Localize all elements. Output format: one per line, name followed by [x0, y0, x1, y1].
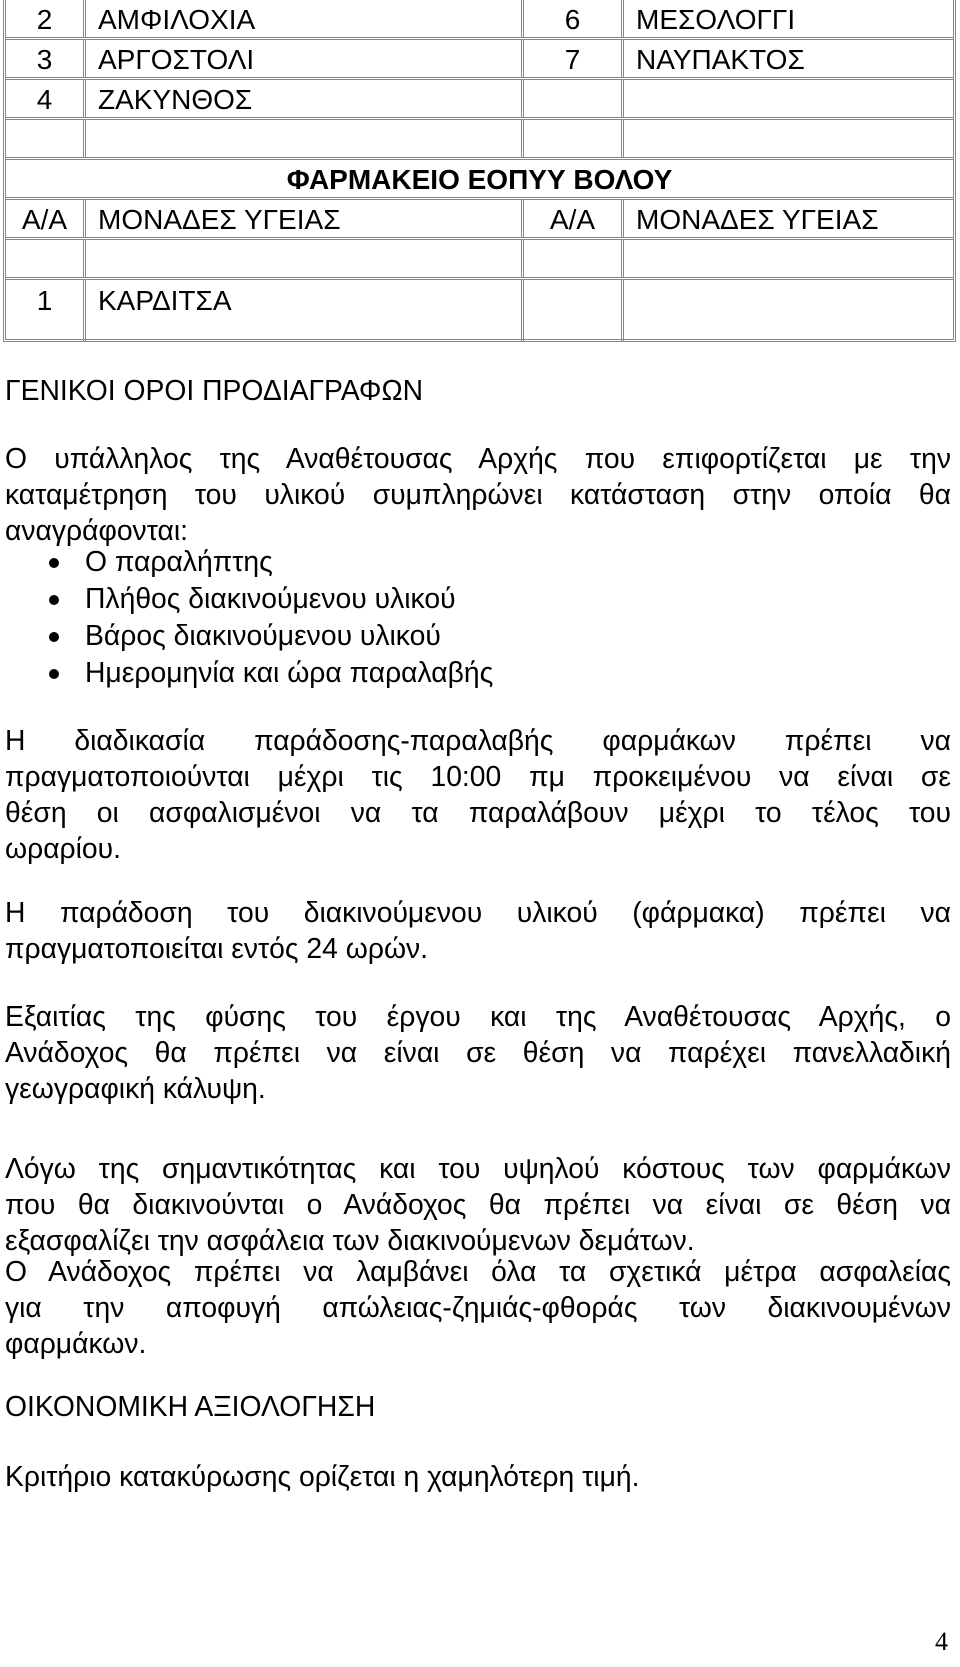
unit-cell: ΝΑΥΠΑΚΤΟΣ [636, 44, 805, 75]
unit-cell: ΜΕΣΟΛΟΓΓΙ [636, 4, 796, 35]
pharmacy-title: ΦΑΡΜΑΚΕΙΟ ΕΟΠΥΥ ΒΟΛΟΥ [286, 164, 673, 195]
aa-cell: 1 [6, 280, 86, 342]
intro-paragraph [5, 440, 951, 548]
aa-cell [524, 280, 624, 342]
text-line: Ανάδοχος θα πρέπει να είναι σε θέση να παρέχει πανελλαδική [5, 1036, 951, 1068]
unit-cell [86, 240, 524, 277]
text-line: πραγματοποιείται εντός 24 ωρών. [5, 932, 429, 964]
table-header-row [6, 200, 953, 240]
text-line: φαρμάκων. [5, 1327, 147, 1359]
text-line: Η διαδικασία παράδοσης-παραλαβής φαρμάκων πρέπει να [5, 724, 951, 756]
aa-cell [6, 240, 86, 277]
aa-cell: 6 [524, 0, 624, 37]
text-line: καταμέτρηση του υλικού συμπληρώνει κατάσταση στην οποία θα [5, 478, 951, 510]
health-units-table [3, 0, 956, 342]
text-line: Ο υπάλληλος της Αναθέτουσας Αρχής που επιφορτίζεται με την [5, 442, 951, 474]
aa-cell: 7 [524, 40, 624, 77]
table-row [6, 40, 953, 80]
list-item-text: Πλήθος διακινούμενου υλικού [85, 582, 456, 614]
delivery-24h-paragraph [5, 894, 951, 966]
text-line: Λόγω της σημαντικότητας και του υψηλού κόστους των φαρμάκων [5, 1152, 951, 1184]
table-row [6, 120, 953, 160]
unit-cell [86, 120, 524, 157]
table-row [6, 80, 953, 120]
unit-cell [624, 120, 953, 157]
text-line: Ο Ανάδοχος πρέπει να λαμβάνει όλα τα σχετικά μέτρα ασφαλείας [5, 1255, 951, 1287]
aa-header: Α/Α [524, 200, 624, 237]
safety-measures-paragraph [5, 1253, 951, 1361]
unit-cell [624, 280, 953, 342]
security-paragraph [5, 1150, 951, 1258]
text-line: για την αποφυγή απώλειας-ζημιάς-φθοράς των διακινουμένων [5, 1291, 951, 1323]
bullet-icon [49, 558, 59, 568]
unit-cell [624, 80, 953, 117]
list-item-text: Ο παραλήπτης [85, 545, 273, 577]
text-line: γεωγραφική κάλυψη. [5, 1072, 266, 1104]
table-row [6, 240, 953, 280]
aa-cell: 3 [6, 40, 86, 77]
unit-cell: ΑΜΦΙΛΟΧΙΑ [86, 0, 524, 37]
unit-cell: ΚΑΡΔΙΤΣΑ [86, 280, 524, 342]
coverage-paragraph [5, 998, 951, 1106]
aa-cell: 4 [6, 80, 86, 117]
bullet-list [5, 543, 493, 691]
aa-cell: 2 [6, 0, 86, 37]
list-item [5, 654, 493, 691]
text-line: αναγράφονται: [5, 514, 188, 546]
unit-cell: ΖΑΚΥΝΘΟΣ [86, 80, 524, 117]
list-item-text: Ημερομηνία και ώρα παραλαβής [85, 656, 494, 688]
bullet-icon [49, 632, 59, 642]
text-line: Εξαιτίας της φύσης του έργου και της Αναθέτουσας Αρχής, ο [5, 1000, 951, 1032]
unit-cell: ΑΡΓΟΣΤΟΛΙ [86, 40, 524, 77]
table-row [6, 0, 953, 40]
list-item-text: Βάρος διακινούμενου υλικού [85, 619, 441, 651]
bullet-icon [49, 669, 59, 679]
text-line: ωραρίου. [5, 832, 122, 864]
bullet-icon [49, 595, 59, 605]
page-number: 4 [935, 1627, 948, 1656]
text-line: εξασφαλίζει την ασφάλεια των διακινούμενων δεμάτων. [5, 1224, 695, 1256]
text-line: πραγματοποιούνται μέχρι τις 10:00 πμ προκειμένου να είναι σε [5, 760, 951, 792]
units-header: ΜΟΝΑΔΕΣ ΥΓΕΙΑΣ [636, 204, 879, 235]
unit-cell [624, 240, 953, 277]
aa-header: Α/Α [6, 200, 86, 237]
list-item [5, 580, 493, 617]
award-criterion-text: Κριτήριο κατακύρωσης ορίζεται η χαμηλότερη τιμή. [5, 1460, 640, 1492]
list-item [5, 617, 493, 654]
delivery-deadline-paragraph [5, 722, 951, 866]
list-item [5, 543, 493, 580]
text-line: Η παράδοση του διακινούμενου υλικού (φάρμακα) πρέπει να [5, 896, 951, 928]
text-line: θέση οι ασφαλισμένοι να τα παραλάβουν μέχρι το τέλος του [5, 796, 951, 828]
text-line: που θα διακινούνται ο Ανάδοχος θα πρέπει να είναι σε θέση να [5, 1188, 951, 1220]
financial-evaluation-heading: ΟΙΚΟΝΟΜΙΚΗ ΑΞΙΟΛΟΓΗΣΗ [5, 1390, 376, 1422]
aa-cell [6, 120, 86, 157]
general-terms-heading: ΓΕΝΙΚΟΙ ΟΡΟΙ ΠΡΟΔΙΑΓΡΑΦΩΝ [5, 374, 424, 406]
aa-cell [524, 240, 624, 277]
aa-cell [524, 120, 624, 157]
units-header: ΜΟΝΑΔΕΣ ΥΓΕΙΑΣ [86, 200, 524, 237]
aa-cell [524, 80, 624, 117]
table-row [6, 280, 953, 342]
table-title-row [6, 160, 953, 200]
